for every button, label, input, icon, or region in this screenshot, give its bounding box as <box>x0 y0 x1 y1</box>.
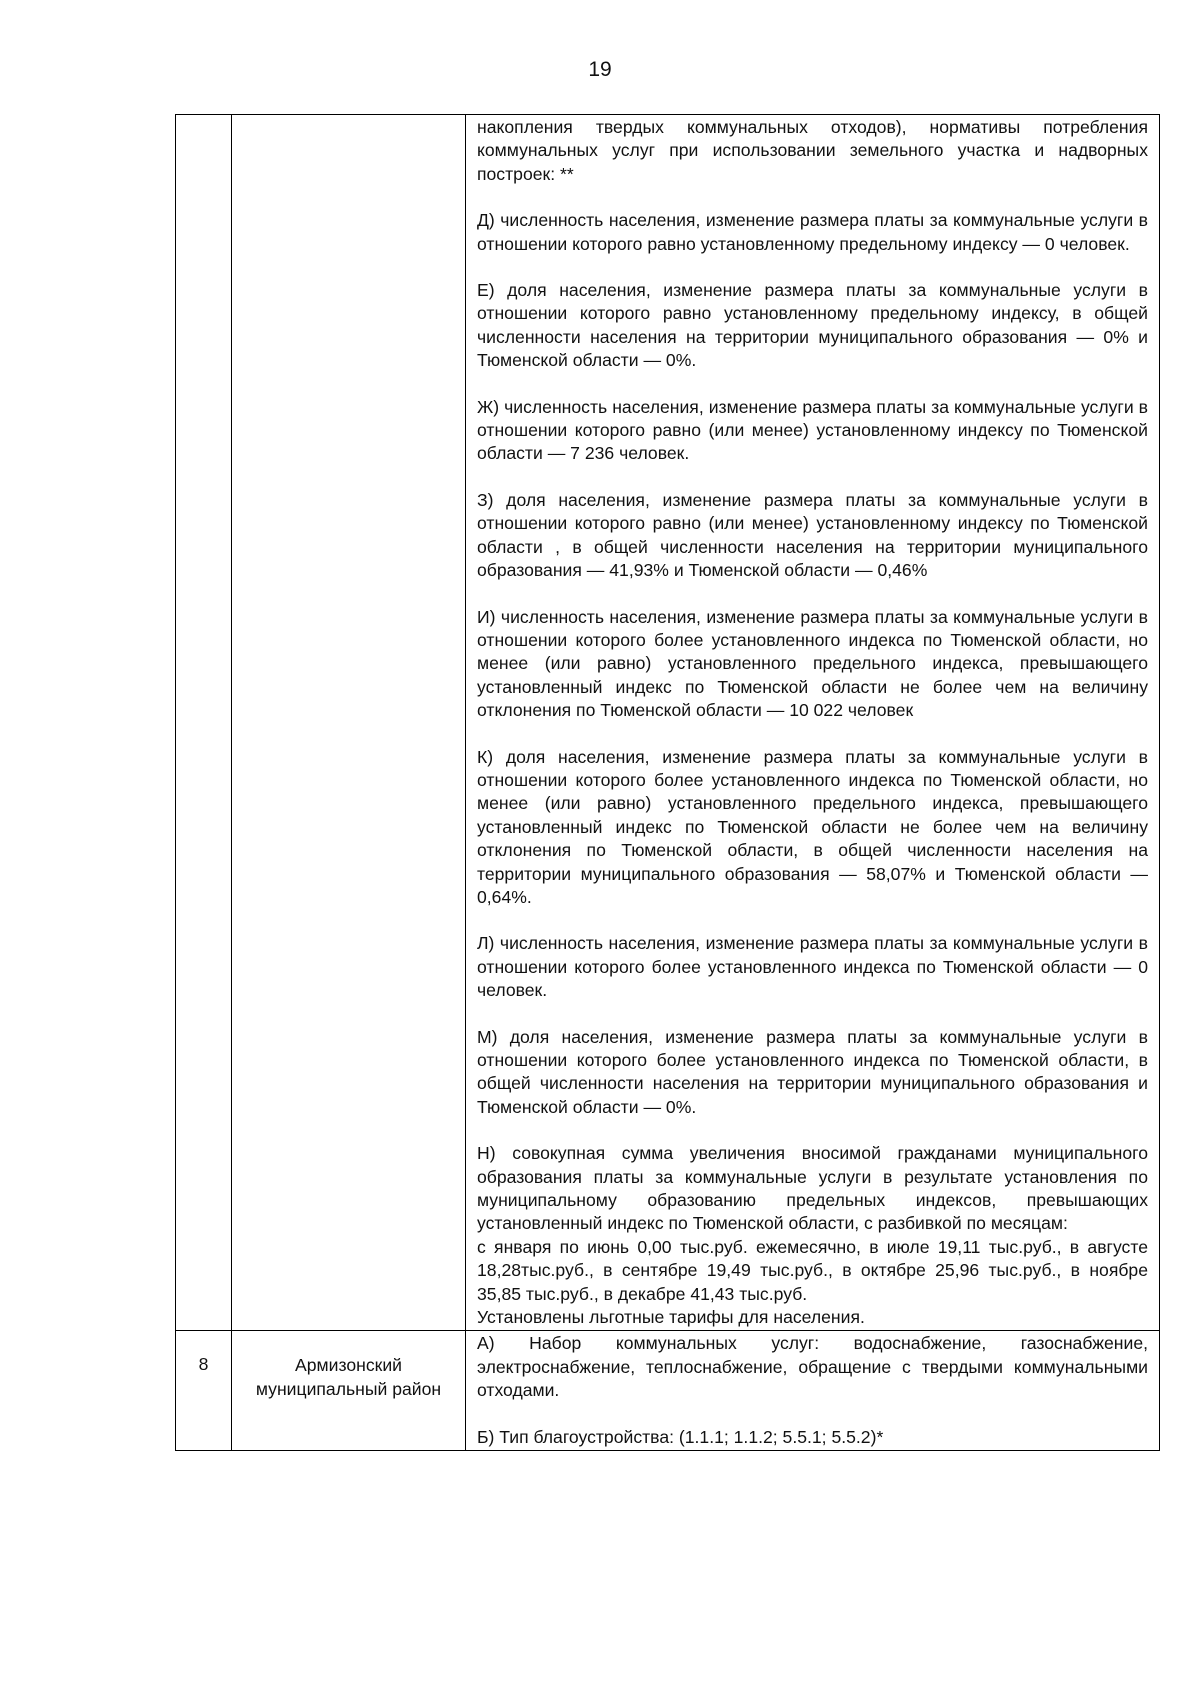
paragraph-line: М) доля населения, изменение размера платы за коммунальные услуги в отношении которого более установленного индекса по Тюменской области, в общей численности населения на территории муниципального образования и Тюменской области — 0%. <box>477 1026 1148 1117</box>
municipality-name: Армизонский муниципальный район <box>232 1331 466 1451</box>
paragraph-line: Н) совокупная сумма увеличения вносимой гражданами муниципального образования платы за коммунальные услуги в результате установления по муниципальному образованию предельных индексов, превышающих установленный индекс по Тюменской области, с разбивкой по месяцам: <box>477 1143 1148 1234</box>
paragraph-line: З) доля населения, изменение размера платы за коммунальные услуги в отношении которого равно (или менее) установленному индексу по Тюменской области , в общей численности населения на территории муниципального образования — 41,93% и Тюменской области — 0,46% <box>477 489 1148 581</box>
paragraph-line: с января по июнь 0,00 тыс.руб. ежемесячно, в июле 19,11 тыс.руб., в августе 18,28тыс.руб., в сентябре 19,49 тыс.руб., в октябре 25,96 тыс.руб., в ноябре 35,85 тыс.руб., в декабре 41,43 тыс.руб. <box>477 1236 1148 1304</box>
cell-text <box>466 1331 1160 1451</box>
paragraph-line: Ж) численность населения, изменение размера платы за коммунальные услуги в отношении которого равно (или менее) установленному индексу по Тюменской области — 7 236 человек. <box>477 396 1148 464</box>
document-table <box>175 114 1160 1451</box>
paragraph-line: Е) доля населения, изменение размера платы за коммунальные услуги в отношении которого равно установленному предельному индексу, в общей численности населения на территории муниципального образования — 0% и Тюменской области — 0%. <box>477 280 1148 371</box>
paragraph-line: А) Набор коммунальных услуг: водоснабжение, газоснабжение, электроснабжение, теплоснабжение, обращение с твердыми коммунальными отходами. <box>477 1333 1148 1401</box>
paragraph <box>477 116 1148 186</box>
cell-number-empty <box>176 115 232 1331</box>
paragraph <box>477 209 1148 256</box>
paragraph <box>477 1426 1148 1449</box>
table-row-8 <box>176 1331 1160 1451</box>
paragraph-line: Л) численность населения, изменение размера платы за коммунальные услуги в отношении которого более установленного индекса по Тюменской области — 0 человек. <box>477 933 1148 1001</box>
paragraph-line: Б) Тип благоустройства: (1.1.1; 1.1.2; 5.5.1; 5.5.2)* <box>477 1426 884 1447</box>
paragraph-line: Д) численность населения, изменение размера платы за коммунальные услуги в отношении которого равно установленному предельному индексу — 0 человек. <box>477 210 1148 254</box>
paragraph <box>477 279 1148 373</box>
paragraph <box>477 1026 1148 1120</box>
paragraph <box>477 1142 1148 1329</box>
paragraph-line: Установлены льготные тарифы для населения. <box>477 1307 865 1328</box>
row-number: 8 <box>176 1331 232 1451</box>
page-number: 19 <box>588 58 612 81</box>
paragraph <box>477 932 1148 1002</box>
cell-text <box>466 115 1160 1331</box>
paragraph-line: К) доля населения, изменение размера платы за коммунальные услуги в отношении которого более установленного индекса по Тюменской области, но менее (или равно) установленного предельного индекса, превышающего установленный индекс по Тюменской области не более чем на величину отклонения по Тюменской области, в общей численности населения на территории муниципального образования — 58,07% и Тюменской области — 0,64%. <box>477 746 1148 907</box>
paragraph-line: накопления твердых коммунальных отходов), нормативы потребления коммунальных услуг при использовании земельного участка и надворных построек: ** <box>477 117 1148 184</box>
paragraph-line: И) численность населения, изменение размера платы за коммунальные услуги в отношении которого более установленного индекса по Тюменской области, но менее (или равно) установленного предельного индекса, превышающего установленный индекс по Тюменской области не более чем на величину отклонения по Тюменской области — 10 022 человек <box>477 606 1148 721</box>
paragraph <box>477 746 1148 910</box>
paragraph <box>477 396 1148 466</box>
paragraph <box>477 1332 1148 1402</box>
table-row-continuation <box>176 115 1160 1331</box>
paragraph <box>477 606 1148 723</box>
cell-name-empty <box>232 115 466 1331</box>
paragraph <box>477 489 1148 583</box>
